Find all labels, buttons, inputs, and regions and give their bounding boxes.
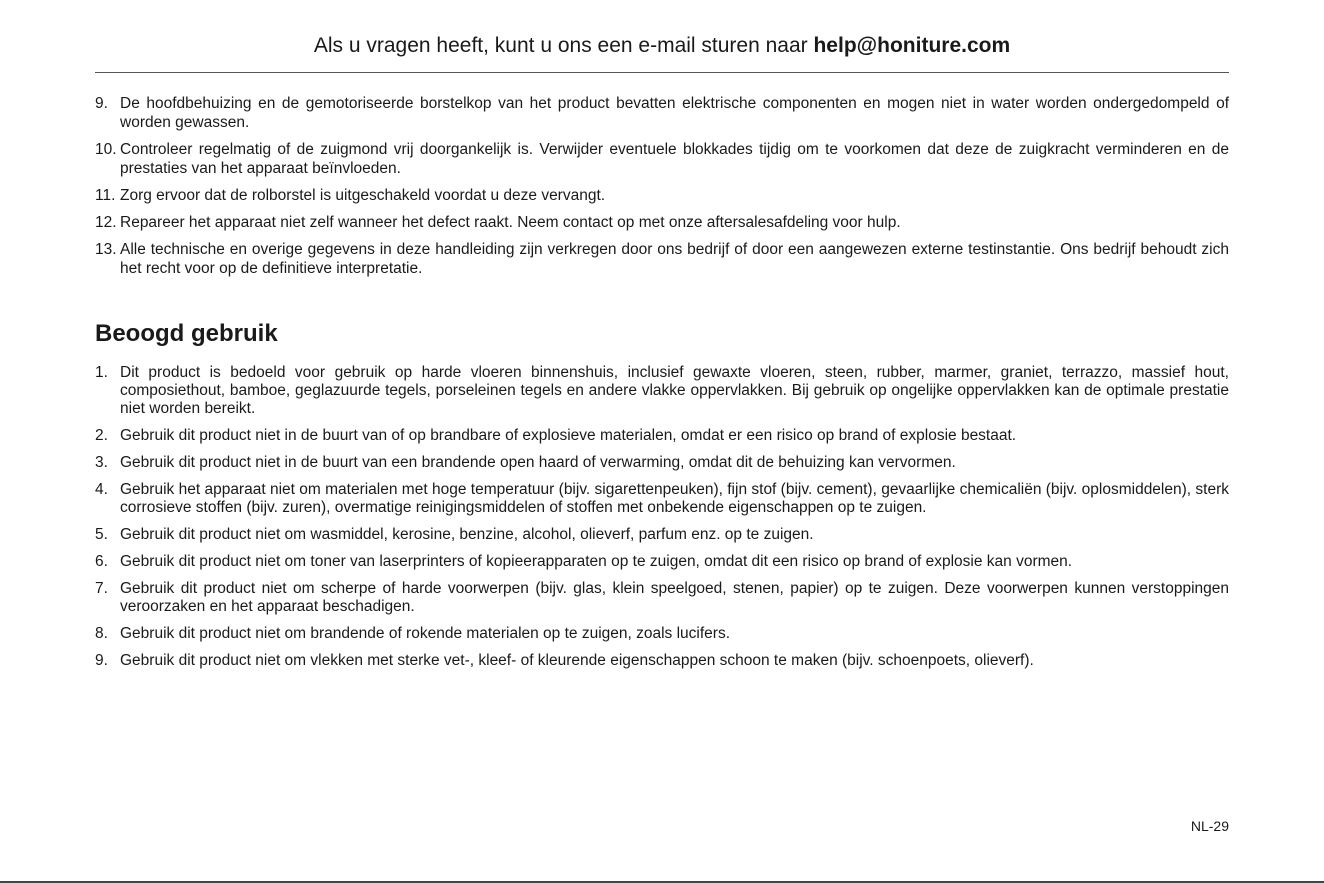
- list-item: [95, 427, 1229, 445]
- item-text: Alle technische en overige gegevens in deze handleiding zijn verkregen door ons bedrijf of door een aangewezen externe testinstantie. Ons bedrijf behoudt zich het recht voor op de definitieve interpretatie.: [120, 241, 1229, 277]
- list-item: [95, 526, 1229, 544]
- intended-use-list: [95, 364, 1229, 679]
- item-text: Repareer het apparaat niet zelf wanneer het defect raakt. Neem contact op met onze aftersalesafdeling voor hulp.: [120, 214, 901, 231]
- section-title: Beoogd gebruik: [95, 320, 278, 347]
- page-header: [95, 34, 1229, 58]
- list-item: [95, 140, 1229, 178]
- header-divider: [95, 72, 1229, 73]
- item-text: Gebruik dit product niet om toner van laserprinters of kopieerapparaten op te zuigen, omdat dit een risico op brand of explosie kan vormen.: [120, 553, 1073, 570]
- item-number: 4.: [95, 481, 108, 498]
- item-text: Gebruik dit product niet om brandende of rokende materialen op te zuigen, zoals lucifers.: [120, 625, 731, 642]
- item-text: Gebruik dit product niet in de buurt van of op brandbare of explosieve materialen, omdat er een risico op brand of explosie bestaat.: [120, 427, 1017, 444]
- item-number: 11.: [95, 187, 116, 204]
- item-text: Zorg ervoor dat de rolborstel is uitgeschakeld voordat u deze vervangt.: [120, 187, 606, 204]
- item-text: Gebruik dit product niet om scherpe of harde voorwerpen (bijv. glas, klein speelgoed, stenen, papier) op te zuigen. Deze voorwerpen kunnen verstoppingen veroorzaken en het apparaat beschadigen.: [120, 580, 1229, 615]
- list-item: [95, 94, 1229, 132]
- support-email: help@honiture.com: [813, 34, 1011, 57]
- item-text: De hoofdbehuizing en de gemotoriseerde borstelkop van het product bevatten elektrische componenten en mogen niet in water worden ondergedompeld of worden gewassen.: [120, 95, 1229, 131]
- item-number: 8.: [95, 625, 108, 642]
- item-number: 12.: [95, 214, 117, 231]
- item-number: 6.: [95, 553, 108, 570]
- item-text: Gebruik dit product niet om wasmiddel, kerosine, benzine, alcohol, olieverf, parfum enz. op te zuigen.: [120, 526, 814, 543]
- item-number: 2.: [95, 427, 108, 444]
- item-text: Gebruik dit product niet in de buurt van een brandende open haard of verwarming, omdat dit de behuizing kan vervormen.: [120, 454, 956, 471]
- list-item: [95, 454, 1229, 472]
- item-number: 9.: [95, 95, 108, 112]
- list-item: [95, 213, 1229, 232]
- item-number: 9.: [95, 652, 108, 669]
- item-text: Controleer regelmatig of de zuigmond vrij doorgankelijk is. Verwijder eventuele blokkades tijdig om te voorkomen dat deze de zuigkracht verminderen en de prestaties van het apparaat beïnvloeden.: [120, 141, 1229, 177]
- list-item: [95, 652, 1229, 670]
- care-instructions-list: [95, 94, 1229, 286]
- list-item: [95, 625, 1229, 643]
- page-number: NL-29: [1190, 818, 1229, 834]
- list-item: [95, 186, 1229, 205]
- item-number: 5.: [95, 526, 108, 543]
- list-item: [95, 240, 1229, 278]
- item-text: Dit product is bedoeld voor gebruik op harde vloeren binnenshuis, inclusief gewaxte vloeren, steen, rubber, marmer, graniet, terrazzo, massief hout, composiethout, bamboe, geglazuurde tegels, porseleinen tegels en andere vlakke oppervlakken. Bij gebruik op ongelijke oppervlakken kan de optimale prestatie niet worden bereikt.: [120, 364, 1229, 417]
- item-number: 1.: [95, 364, 108, 381]
- item-number: 10.: [95, 141, 117, 158]
- item-number: 3.: [95, 454, 108, 471]
- item-number: 13.: [95, 241, 117, 258]
- list-item: [95, 481, 1229, 517]
- item-text: Gebruik het apparaat niet om materialen met hoge temperatuur (bijv. sigarettenpeuken), fijn stof (bijv. cement), gevaarlijke chemicaliën (bijv. oplosmiddelen), sterk corrosieve stoffen (bijv. zuren), overmatige reinigingsmiddelen of stoffen met onbekende eigenschappen op te zuigen.: [120, 481, 1229, 516]
- list-item: [95, 580, 1229, 616]
- list-item: [95, 553, 1229, 571]
- list-item: [95, 364, 1229, 418]
- header-text: Als u vragen heeft, kunt u ons een e-mail sturen naar: [313, 34, 814, 57]
- item-number: 7.: [95, 580, 108, 597]
- item-text: Gebruik dit product niet om vlekken met sterke vet-, kleef- of kleurende eigenschappen schoon te maken (bijv. schoenpoets, olieverf).: [120, 652, 1034, 669]
